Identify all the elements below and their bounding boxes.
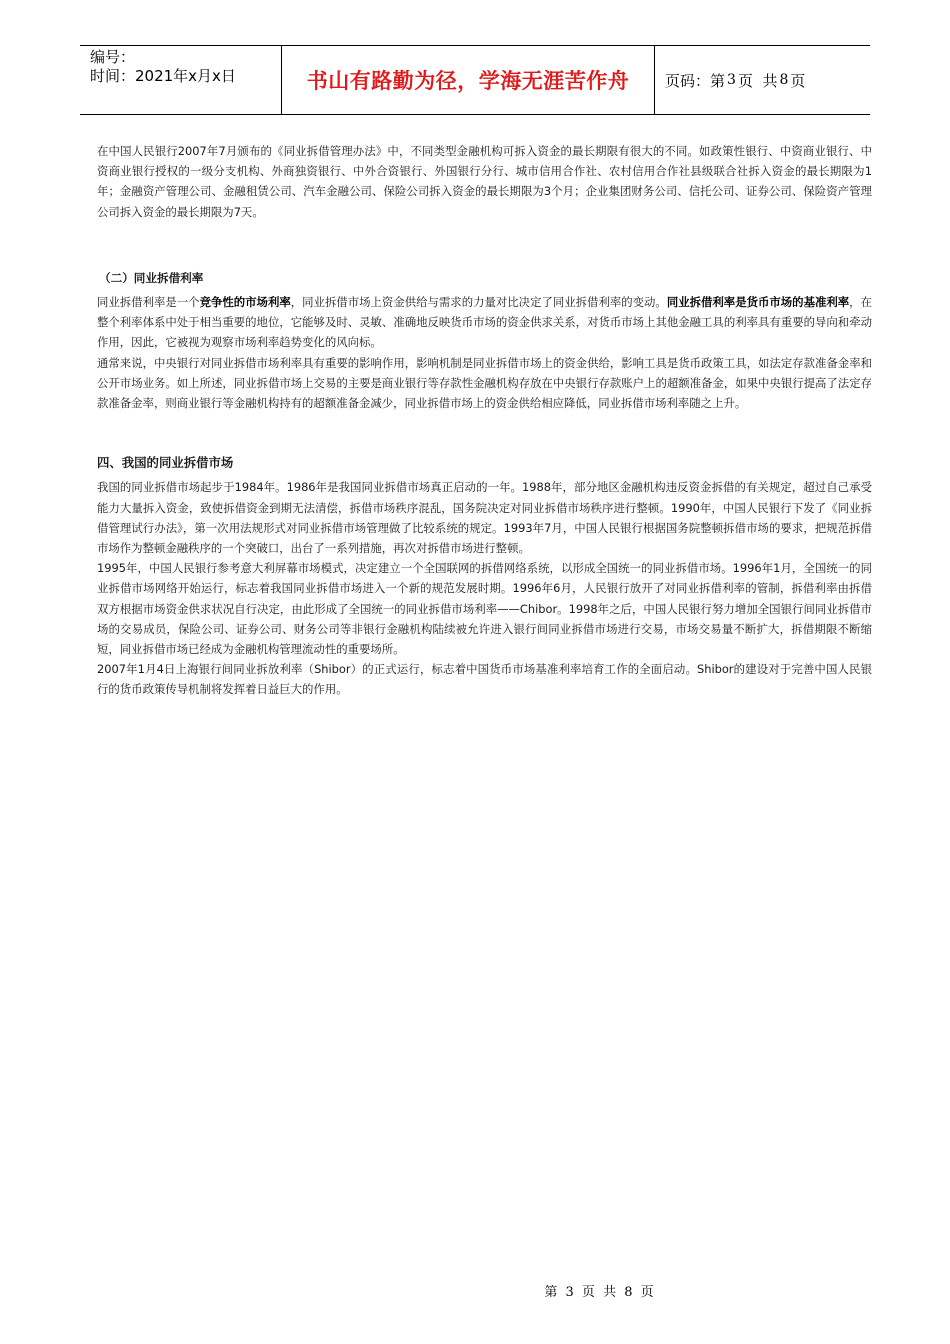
page-header — [80, 45, 870, 115]
paragraph — [97, 292, 872, 353]
paragraph — [97, 558, 872, 659]
paragraph-text: ，同业拆借市场上资金供给与需求的力量对比决定了同业拆借利率的变动。 — [290, 295, 667, 310]
paragraph-text: 1995年，中国人民银行参考意大利屏幕市场模式，决定建立一个全国联网的拆借网络系统，以形成全国统一的同业拆借市场。1996年1月，全国统一的同业拆借市场网络开始运行，标志着我国同业拆借市场进入一个新的规范发展时期。1996年6月，人民银行放开了对同业拆借利率的管制，拆借利率由拆借双方根据市场资金供求状况自行决定，由此形成了全国统一的同业拆借市场利率——Chibor。1998年之后，中国人民银行努力增加全国银行间同业拆借市场的交易成员，保险公司、证券公司、财务公司等非银行金融机构陆续被允许进入银行间同业拆借市场进行交易，市场交易量不断扩大，拆借期限不断缩短，同业拆借市场已经成为金融机构管理流动性的重要场所。 — [97, 561, 872, 657]
footer-page-number: 第 3 页 共 8 页 — [544, 1285, 656, 1300]
section-heading: 四、我国的同业拆借市场 — [97, 455, 234, 471]
paragraph — [97, 353, 872, 414]
header-time: 时间：2021年x月x日 — [90, 67, 236, 85]
page-current: 3 — [727, 72, 736, 88]
document-body — [97, 141, 872, 700]
page-label-suffix: 页 — [790, 71, 806, 90]
page-label-prefix: 页码：第 — [665, 71, 726, 90]
paragraph-text: 通常来说，中央银行对同业拆借市场利率具有重要的影响作用，影响机制是同业拆借市场上的资金供给，影响工具是货币政策工具，如法定存款准备金率和公开市场业务。如上所述，同业拆借市场上交易的主要是商业银行等存款性金融机构存放在中央银行存款账户上的超额准备金，如果中央银行提高了法定存款准备金率，则商业银行等金融机构持有的超额准备金减少，同业拆借市场上的资金供给相应降低，同业拆借市场利率随之上升。 — [97, 355, 872, 411]
header-meta — [80, 46, 282, 114]
paragraph — [97, 659, 872, 699]
paragraph-text: 2007年1月4日上海银行间同业拆放利率（Shibor）的正式运行，标志着中国货币市场基准利率培育工作的全面启动。Shibor的建设对于完善中国人民银行的货币政策传导机制将发挥着日益巨大的作用。 — [97, 662, 872, 697]
header-motto: 书山有路勤为径，学海无涯苦作舟 — [282, 46, 655, 114]
header-number: 编号： — [90, 48, 136, 66]
page-total: 8 — [779, 72, 789, 88]
header-page-info — [655, 46, 870, 114]
paragraph — [97, 477, 872, 558]
paragraph-text: 同业拆借利率是一个 — [97, 295, 200, 310]
section-subheading: （二）同业拆借利率 — [99, 270, 204, 285]
page-label-mid: 页 共 — [737, 71, 778, 90]
emphasis-text: 竞争性的市场利率 — [199, 295, 291, 310]
paragraph-text: 在中国人民银行2007年7月颁布的《同业拆借管理办法》中，不同类型金融机构可拆入资金的最长期限有很大的不同。如政策性银行、中资商业银行、中资商业银行授权的一级分支机构、外商独资银行、中外合资银行、外国银行分行、城市信用合作社、农村信用合作社县级联合社拆入资金的最长期限为1年；金融资产管理公司、金融租赁公司、汽车金融公司、保险公司拆入资金的最长期限为3个月；企业集团财务公司、信托公司、证券公司、保险资产管理公司拆入资金的最长期限为7天。 — [97, 144, 872, 219]
emphasis-text: 同业拆借利率是货币市场的基准利率 — [666, 295, 850, 310]
paragraph — [97, 141, 872, 222]
page-footer — [0, 1281, 950, 1300]
paragraph-text: ，在整个利率体系中处于相当重要的地位，它能够及时、灵敏、准确地反映货币市场的资金供求关系，对货币市场上其他金融工具的利率具有重要的导向和牵动作用，因此，它被视为观察市场利率趋势变化的风向标。 — [97, 295, 872, 350]
paragraph-text: 我国的同业拆借市场起步于1984年。1986年是我国同业拆借市场真正启动的一年。1988年，部分地区金融机构违反资金拆借的有关规定，超过自己承受能力大量拆入资金，致使拆借资金到期无法清偿，拆借市场秩序混乱，国务院决定对同业拆借市场秩序进行整顿。1990年，中国人民银行下发了《同业拆借管理试行办法》，第一次用法规形式对同业拆借市场管理做了比较系统的规定。1993年7月，中国人民银行根据国务院整顿拆借市场的要求，把规范拆借市场作为整顿金融秩序的一个突破口，出台了一系列措施，再次对拆借市场进行整顿。 — [97, 480, 872, 556]
